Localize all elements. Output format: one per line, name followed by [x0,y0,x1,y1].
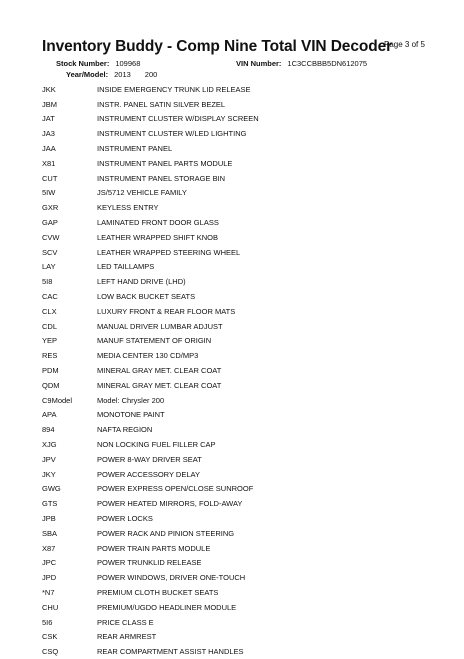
option-description: INSTRUMENT CLUSTER W/LED LIGHTING [97,129,247,139]
option-description: NON LOCKING FUEL FILLER CAP [97,440,216,450]
option-description: KEYLESS ENTRY [97,203,159,213]
option-code: JPD [42,573,57,583]
option-row [42,570,259,585]
option-code: CLX [42,306,57,316]
option-row [42,319,259,334]
option-description: POWER LOCKS [97,514,153,523]
option-row [42,482,259,497]
option-row [42,363,259,378]
option-code: RES [42,351,58,361]
option-description: POWER RACK AND PINION STEERING [97,528,235,538]
option-code: CHU [42,602,59,612]
option-code: CVW [42,232,60,242]
stock-number-value: 109968 [115,59,141,68]
option-description: PREMIUM/UGDO HEADLINER MODULE [97,602,237,612]
option-code: JA3 [42,129,55,139]
stock-number-field [56,59,140,68]
year-model-field [66,70,157,79]
option-description: JS/5712 VEHICLE FAMILY [97,188,187,198]
option-description: PREMIUM CLOTH BUCKET SEATS [97,587,219,597]
option-description: LED TAILLAMPS [97,262,155,272]
option-code: JPB [42,514,56,523]
option-row [42,629,259,644]
option-code: JAT [42,114,55,124]
option-row [42,452,259,467]
option-row [42,126,259,141]
option-code: X87 [42,543,56,553]
option-description: INSIDE EMERGENCY TRUNK LID RELEASE [97,84,251,94]
option-row [42,615,259,630]
option-description: POWER TRUNKLID RELEASE [97,558,202,568]
option-row [42,408,259,423]
option-row [42,289,259,304]
option-description: LEFT HAND DRIVE (LHD) [97,277,186,287]
option-code: 894 [42,425,55,435]
option-description: Model: Chrysler 200 [97,395,165,405]
option-description: INSTRUMENT PANEL [97,144,173,154]
option-description: REAR ARMREST [97,632,157,642]
option-description: MINERAL GRAY MET. CLEAR COAT [97,380,222,390]
document-title: Inventory Buddy - Comp Nine Total VIN Decoder [42,38,393,55]
option-row [42,97,259,112]
option-row [42,541,259,556]
year-model-label: Year/Model: [66,70,109,79]
stock-number-label: Stock Number: [56,59,110,68]
option-row [42,526,259,541]
option-row [42,600,259,615]
option-row [42,585,259,600]
option-code: YEP [42,336,58,346]
model-value: 200 [144,70,158,79]
option-description: MEDIA CENTER 130 CD/MP3 [97,351,199,361]
option-description: MANUAL DRIVER LUMBAR ADJUST [97,321,223,331]
option-row [42,511,259,526]
option-code: X81 [42,158,56,168]
option-row [42,186,259,201]
page-number: Page 3 of 5 [384,40,425,49]
option-code: APA [42,410,57,420]
option-code: CAC [42,292,58,302]
option-code: XJG [42,440,57,450]
option-row [42,304,259,319]
option-row [42,334,259,349]
option-code: 5IW [42,188,56,198]
option-code: C9Model [42,395,73,405]
option-row [42,378,259,393]
option-description: POWER 8-WAY DRIVER SEAT [97,454,202,464]
option-code: SBA [42,528,58,538]
option-row [42,200,259,215]
vin-number-label: VIN Number: [236,59,282,68]
option-description: POWER HEATED MIRRORS, FOLD-AWAY [97,499,243,509]
option-code: QDM [42,380,60,390]
option-row [42,496,259,511]
option-code: CSQ [42,647,59,657]
option-description: INSTR. PANEL SATIN SILVER BEZEL [97,99,226,109]
option-description: LAMINATED FRONT DOOR GLASS [97,218,219,228]
option-row [42,422,259,437]
option-description: POWER TRAIN PARTS MODULE [97,543,211,553]
vin-number-field [236,59,367,68]
option-code: GXR [42,203,59,213]
option-row [42,348,259,363]
option-row [42,230,259,245]
option-description: LEATHER WRAPPED STEERING WHEEL [97,247,241,257]
option-description: MONOTONE PAINT [97,410,165,420]
option-row [42,274,259,289]
option-row [42,215,259,230]
option-description: POWER WINDOWS, DRIVER ONE-TOUCH [97,573,246,583]
option-code: SCV [42,247,58,257]
option-row [42,82,259,97]
option-code-list [42,82,259,659]
option-description: POWER EXPRESS OPEN/CLOSE SUNROOF [97,484,254,494]
year-value: 2013 [114,70,131,79]
option-row [42,260,259,275]
option-code: LAY [42,262,56,272]
option-code: 5I6 [42,617,53,627]
option-code: GTS [42,499,58,509]
option-description: MINERAL GRAY MET. CLEAR COAT [97,366,222,376]
option-code: *N7 [42,587,55,597]
option-code: JAA [42,144,56,154]
option-description: PRICE CLASS E [97,617,154,627]
option-description: LUXURY FRONT & REAR FLOOR MATS [97,306,236,316]
option-code: CUT [42,173,58,183]
option-code: JPC [42,558,57,568]
option-code: JKY [42,469,56,479]
option-row [42,156,259,171]
option-row [42,245,259,260]
option-code: CDL [42,321,58,331]
option-code: GAP [42,218,58,228]
vin-number-value: 1C3CCBBB5DN612075 [287,59,368,68]
option-description: INSTRUMENT CLUSTER W/DISPLAY SCREEN [97,114,259,124]
option-code: JBM [42,99,57,109]
option-code: CSK [42,632,58,642]
option-description: MANUF STATEMENT OF ORIGIN [97,336,212,346]
option-description: INSTRUMENT PANEL PARTS MODULE [97,158,233,168]
option-row [42,467,259,482]
option-description: INSTRUMENT PANEL STORAGE BIN [97,173,226,183]
option-row [42,171,259,186]
option-row [42,556,259,571]
option-description: LEATHER WRAPPED SHIFT KNOB [97,232,218,242]
option-code: 5I8 [42,277,53,287]
option-row [42,437,259,452]
option-description: NAFTA REGION [97,425,153,435]
option-description: LOW BACK BUCKET SEATS [97,292,196,302]
option-description: REAR COMPARTMENT ASSIST HANDLES [97,647,244,657]
option-description: POWER ACCESSORY DELAY [97,469,200,479]
option-row [42,393,259,408]
option-code: JKK [42,84,56,94]
option-code: JPV [42,454,56,464]
option-row [42,141,259,156]
option-row [42,644,259,659]
option-code: PDM [42,366,59,376]
option-code: GWG [42,484,61,494]
option-row [42,112,259,127]
